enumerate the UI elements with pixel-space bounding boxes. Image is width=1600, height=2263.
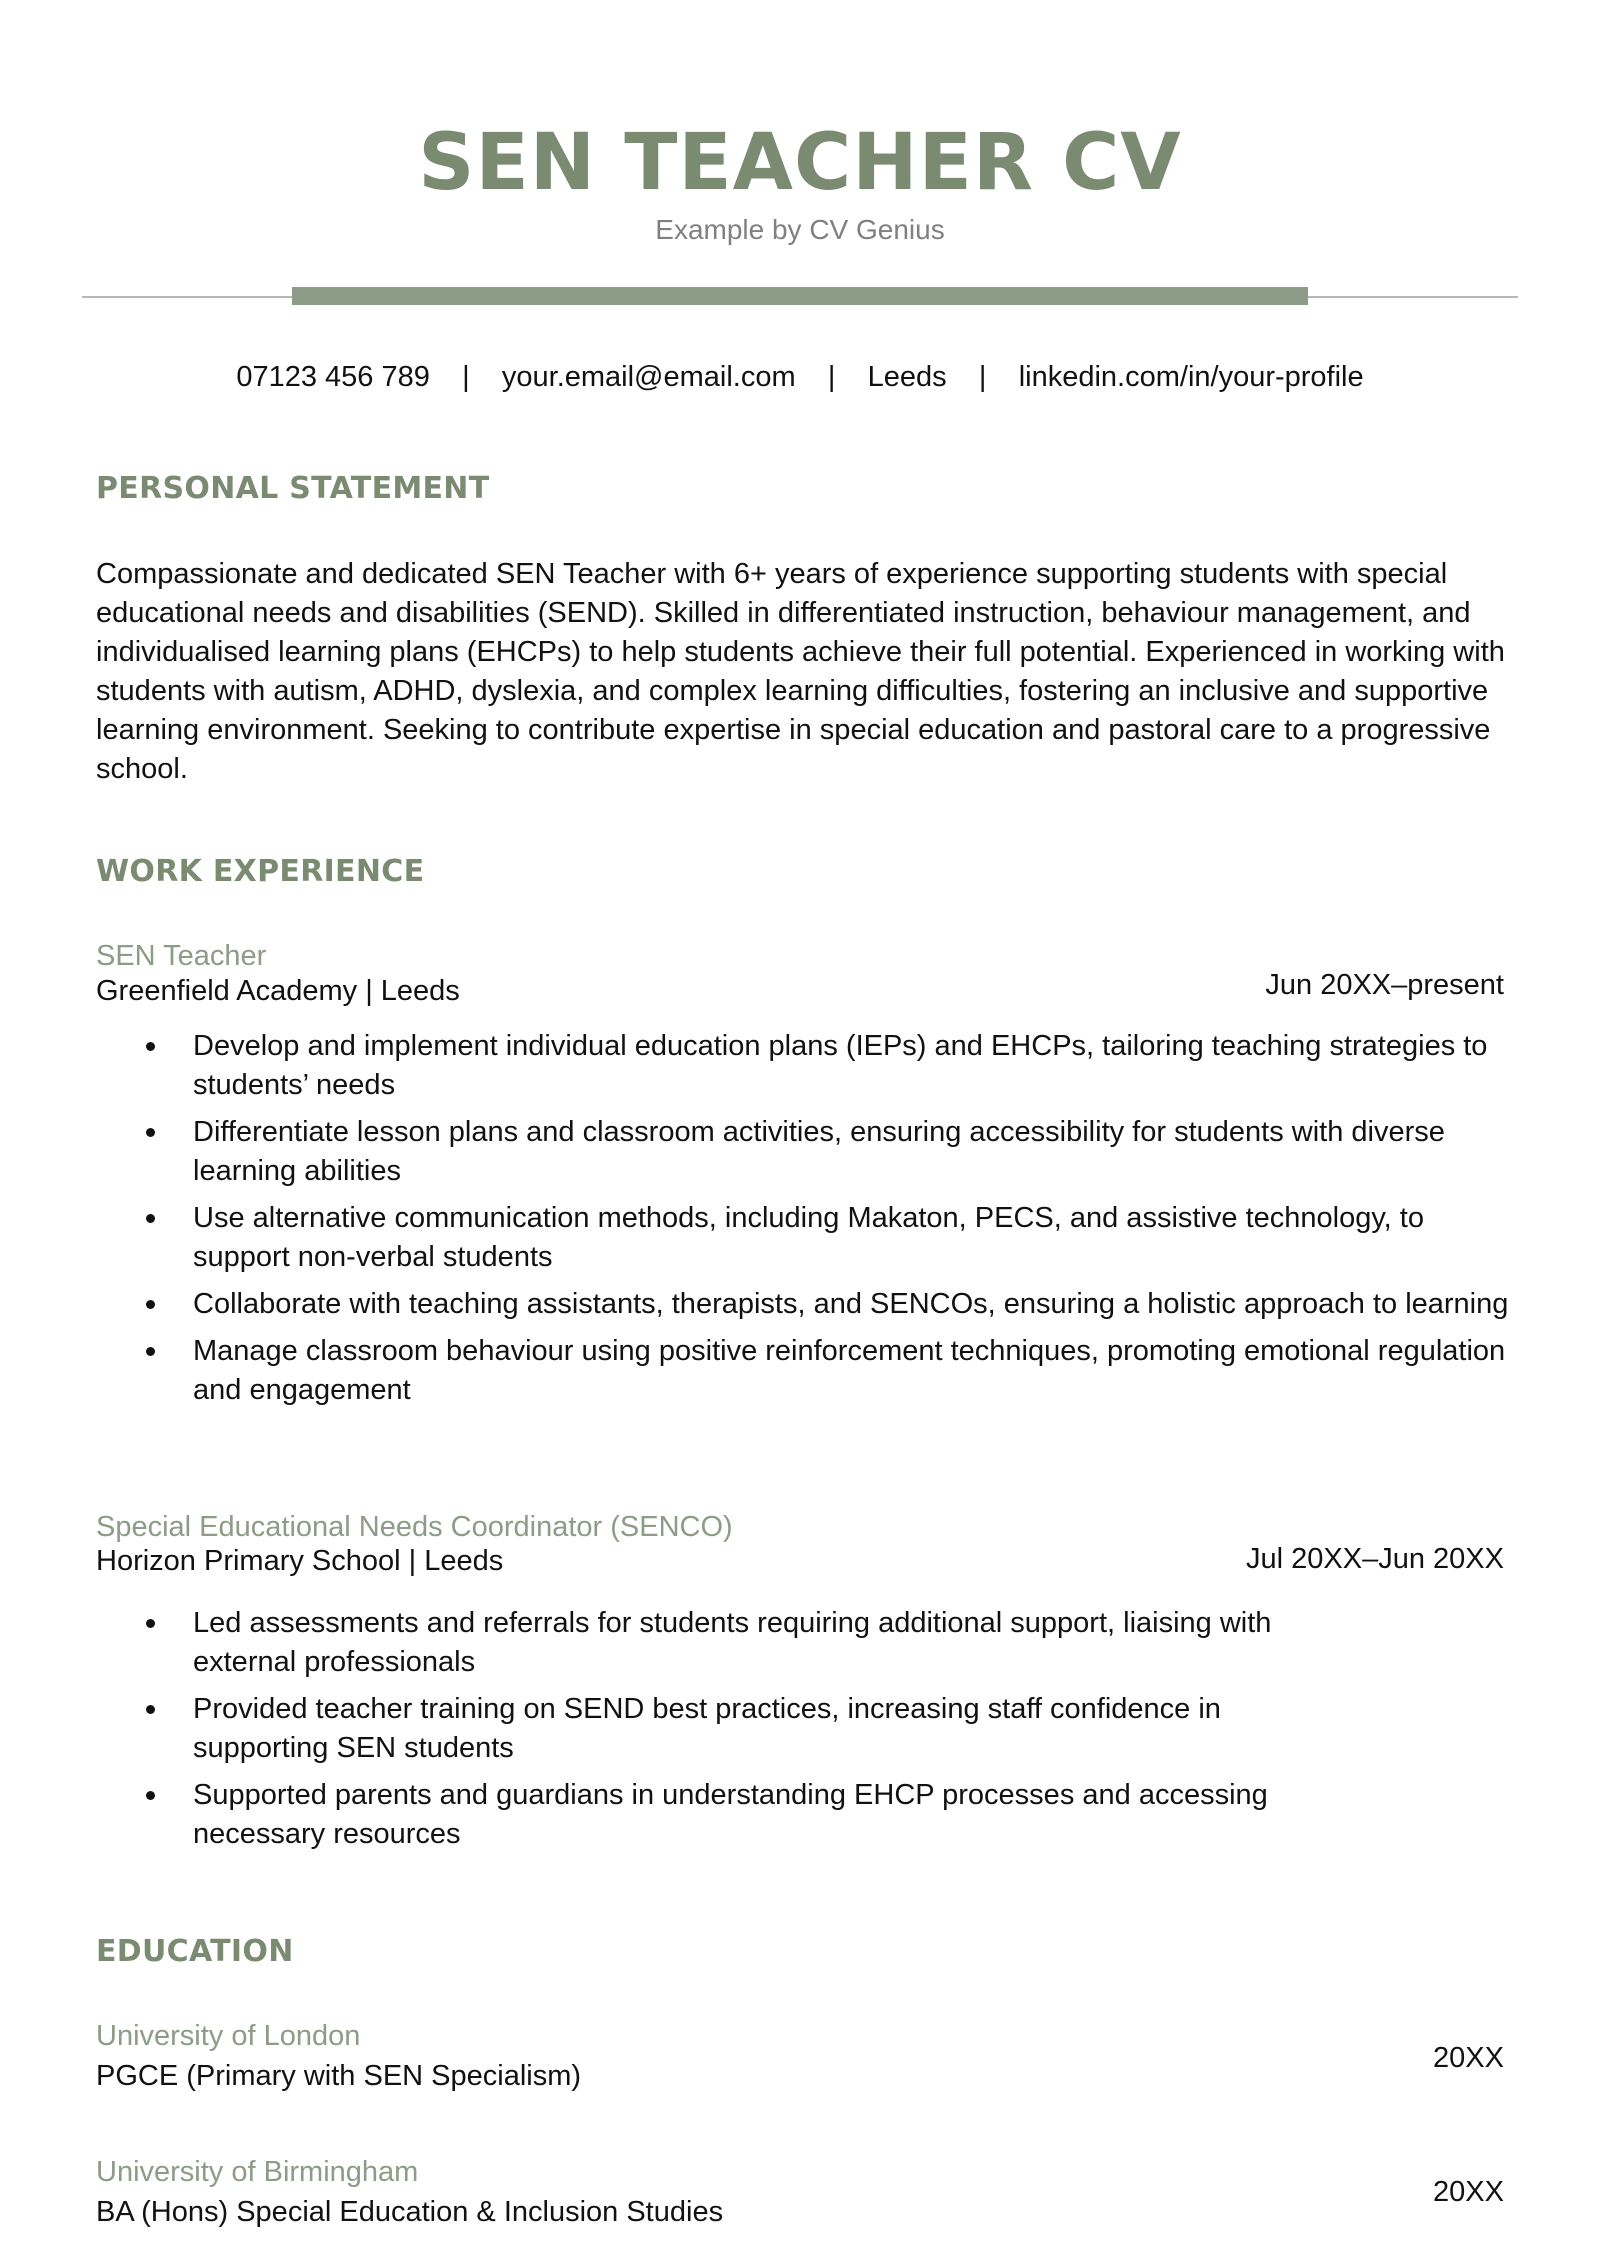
contact-separator: | (462, 361, 470, 393)
job-dates: Jun 20XX–present (1265, 969, 1504, 1001)
education-qualification: BA (Hons) Special Education & Inclusion Studies (96, 2196, 724, 2228)
education-heading: EDUCATION (96, 1934, 294, 1969)
education-institution: University of Birmingham (96, 2156, 419, 2188)
education-year: 20XX (1433, 2176, 1504, 2208)
job-title: Special Educational Needs Coordinator (SENCO) (96, 1511, 733, 1543)
job-title: SEN Teacher (96, 940, 267, 972)
education-institution: University of London (96, 2020, 361, 2052)
education-qualification: PGCE (Primary with SEN Specialism) (96, 2060, 582, 2092)
job-bullet: Develop and implement individual education plans (IEPs) and EHCPs, tailoring teaching strategies to students’ needs (0, 1027, 1520, 1105)
job-bullet: Differentiate lesson plans and classroom activities, ensuring accessibility for students with diverse learning abilities (0, 1113, 1520, 1191)
job-bullet: Led assessments and referrals for students requiring additional support, liaising with external professionals (0, 1604, 1520, 1682)
work-experience-heading: WORK EXPERIENCE (96, 854, 425, 889)
header-divider-thick (292, 287, 1308, 305)
job-bullet: Collaborate with teaching assistants, therapists, and SENCOs, ensuring a holistic approach to learning (0, 1285, 1520, 1324)
contact-phone: 07123 456 789 (236, 361, 430, 393)
contact-separator: | (978, 361, 987, 393)
job-bullet: Use alternative communication methods, including Makaton, PECS, and assistive technology, to support non-verbal students (0, 1199, 1520, 1277)
contact-line (0, 359, 1600, 395)
contact-location: Leeds (867, 361, 947, 393)
job-organisation: Greenfield Academy | Leeds (96, 975, 460, 1007)
education-year: 20XX (1433, 2042, 1504, 2074)
contact-separator: | (827, 361, 836, 393)
job-organisation: Horizon Primary School | Leeds (96, 1545, 504, 1577)
cv-subtitle: Example by CV Genius (655, 214, 945, 245)
cv-title: SEN TEACHER CV (418, 118, 1182, 208)
personal-statement-text: Compassionate and dedicated SEN Teacher with 6+ years of experience supporting students with special educational needs and disabilities (SEND). Skilled in differentiated instruction, behaviour management, and individualised learning plans (EHCPs) to help students achieve their full potential. Experienced in working with students with autism, ADHD, dyslexia, and complex learning difficulties, fostering an inclusive and supportive learning environment. Seeking to contribute expertise in special education and pastoral care to a progressive school. (96, 558, 1505, 785)
job-dates: Jul 20XX–Jun 20XX (1246, 1543, 1504, 1575)
job-bullet-list (0, 1604, 1520, 1862)
personal-statement-heading: PERSONAL STATEMENT (96, 471, 490, 506)
job-bullet: Supported parents and guardians in understanding EHCP processes and accessing necessary resources (0, 1776, 1520, 1854)
contact-linkedin: linkedin.com/in/your-profile (1018, 361, 1364, 393)
contact-email: your.email@email.com (501, 361, 796, 393)
job-bullet-list (0, 1027, 1520, 1418)
job-bullet: Manage classroom behaviour using positive reinforcement techniques, promoting emotional regulation and engagement (0, 1332, 1520, 1410)
job-bullet: Provided teacher training on SEND best practices, increasing staff confidence in supporting SEN students (0, 1690, 1520, 1768)
